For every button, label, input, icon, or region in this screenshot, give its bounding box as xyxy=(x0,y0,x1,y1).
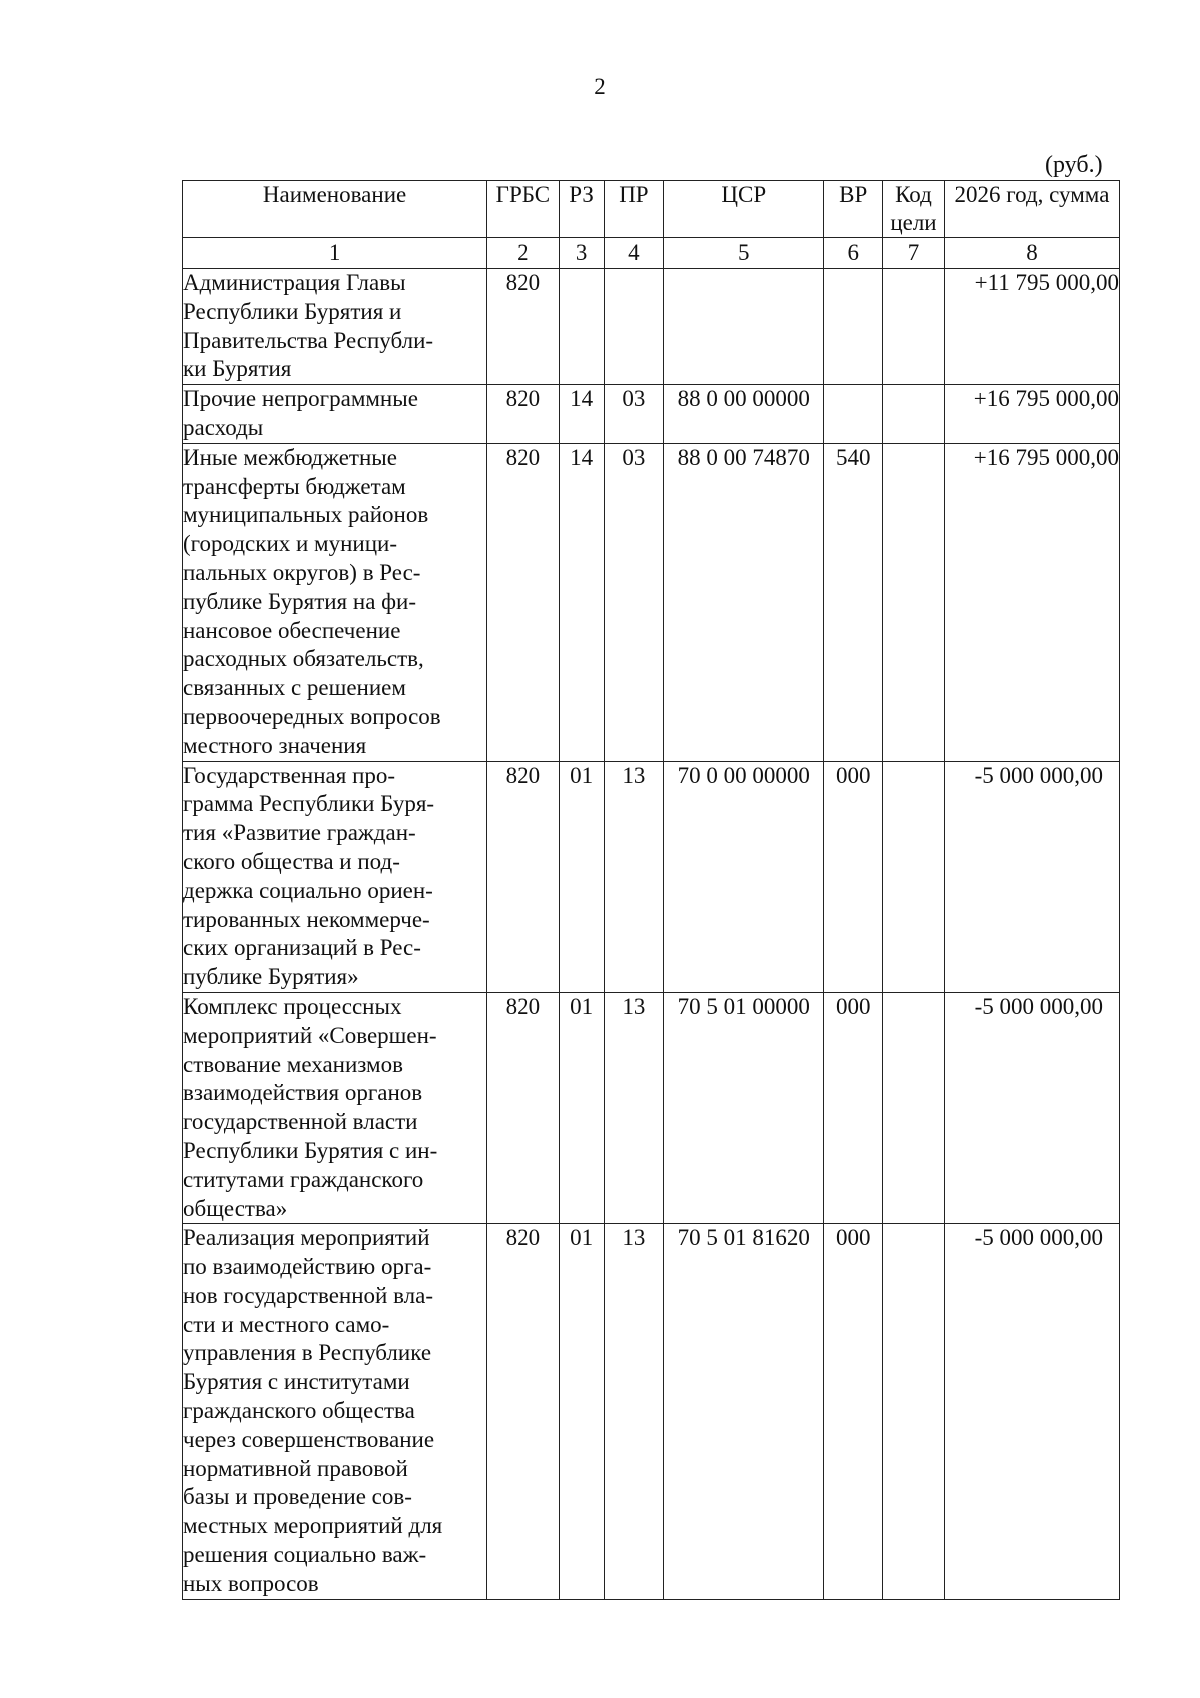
row-name xyxy=(183,443,487,761)
row-name-line: Республики Бурятия с ин- xyxy=(183,1137,438,1163)
row-name-line: по взаимодействию орга- xyxy=(183,1254,432,1280)
row-name-line: ских организаций в Рес- xyxy=(183,935,421,961)
cell-grbs: 820 xyxy=(487,269,560,385)
row-name-line: расходы xyxy=(183,414,264,440)
header-pr: ПР xyxy=(604,181,664,238)
row-name-line: держка социально ориен- xyxy=(183,877,433,903)
table-row xyxy=(183,269,1120,385)
row-name xyxy=(183,1224,487,1599)
header-vr: ВР xyxy=(824,181,883,238)
row-name-line: Республики Бурятия и xyxy=(183,298,402,324)
cell-kod-celi xyxy=(883,761,945,992)
column-number-row xyxy=(183,238,1120,269)
column-number: 6 xyxy=(824,238,883,269)
cell-csr: 88 0 00 00000 xyxy=(664,385,824,444)
cell-grbs: 820 xyxy=(487,1224,560,1599)
header-csr: ЦСР xyxy=(664,181,824,238)
cell-csr: 88 0 00 74870 xyxy=(664,443,824,761)
column-number: 5 xyxy=(664,238,824,269)
row-name-line: Иные межбюджетные xyxy=(183,444,397,470)
column-number: 3 xyxy=(559,238,604,269)
row-name-line: решения социально важ- xyxy=(183,1542,427,1568)
row-name-line: муниципальных районов xyxy=(183,502,429,528)
row-name-line: взаимодействия органов xyxy=(183,1080,423,1106)
cell-vr xyxy=(824,269,883,385)
cell-grbs: 820 xyxy=(487,443,560,761)
row-name-line: мероприятий «Совершен- xyxy=(183,1022,437,1048)
table-row xyxy=(183,385,1120,444)
cell-kod-celi xyxy=(883,269,945,385)
cell-csr: 70 0 00 00000 xyxy=(664,761,824,992)
cell-pr xyxy=(604,269,664,385)
cell-pr: 03 xyxy=(604,443,664,761)
cell-grbs: 820 xyxy=(487,761,560,992)
row-name-line: расходных обязательств, xyxy=(183,646,424,672)
cell-rz xyxy=(559,269,604,385)
cell-grbs: 820 xyxy=(487,992,560,1223)
column-number: 2 xyxy=(487,238,560,269)
row-name-line: (городских и муници- xyxy=(183,531,398,557)
cell-sum: +11 795 000,00 xyxy=(944,269,1119,385)
row-name-line: тия «Развитие граждан- xyxy=(183,820,416,846)
row-name-line: Государственная про- xyxy=(183,762,396,788)
header-name: Наименование xyxy=(183,181,487,238)
cell-sum: +16 795 000,00 xyxy=(944,443,1119,761)
budget-table xyxy=(182,180,1120,1600)
row-name-line: связанных с решением xyxy=(183,675,406,701)
row-name-line: ных вопросов xyxy=(183,1570,319,1596)
cell-sum: -5 000 000,00 xyxy=(944,1224,1119,1599)
cell-sum: -5 000 000,00 xyxy=(944,761,1119,992)
cell-kod-celi xyxy=(883,443,945,761)
row-name xyxy=(183,385,487,444)
row-name-line: сти и местного само- xyxy=(183,1311,390,1337)
cell-kod-celi xyxy=(883,385,945,444)
cell-sum: -5 000 000,00 xyxy=(944,992,1119,1223)
table-row xyxy=(183,443,1120,761)
cell-rz: 01 xyxy=(559,992,604,1223)
cell-csr: 70 5 01 81620 xyxy=(664,1224,824,1599)
row-name-line: Правительства Республи- xyxy=(183,327,434,353)
cell-kod-celi xyxy=(883,992,945,1223)
cell-csr: 70 5 01 00000 xyxy=(664,992,824,1223)
row-name-line: общества» xyxy=(183,1195,288,1221)
table-row xyxy=(183,992,1120,1223)
header-row xyxy=(183,181,1120,238)
row-name-line: ститутами гражданского xyxy=(183,1166,424,1192)
row-name-line: через совершенствование xyxy=(183,1426,435,1452)
column-number: 1 xyxy=(183,238,487,269)
page-number: 2 xyxy=(594,74,606,99)
cell-rz: 01 xyxy=(559,761,604,992)
header-grbs: ГРБС xyxy=(487,181,560,238)
row-name-line: управления в Республике xyxy=(183,1340,432,1366)
row-name-line: Комплекс процессных xyxy=(183,993,402,1019)
table-row xyxy=(183,761,1120,992)
row-name-line: публике Бурятия» xyxy=(183,964,359,990)
cell-vr: 000 xyxy=(824,761,883,992)
cell-vr: 000 xyxy=(824,992,883,1223)
cell-vr: 540 xyxy=(824,443,883,761)
cell-csr xyxy=(664,269,824,385)
cell-pr: 13 xyxy=(604,992,664,1223)
header-sum: 2026 год, сумма xyxy=(944,181,1119,238)
table-row xyxy=(183,1224,1120,1599)
row-name-line: государственной власти xyxy=(183,1109,418,1135)
cell-rz: 01 xyxy=(559,1224,604,1599)
row-name-line: Прочие непрограммные xyxy=(183,386,418,412)
row-name-line: местного значения xyxy=(183,732,367,758)
cell-rz: 14 xyxy=(559,385,604,444)
row-name-line: Бурятия с институтами xyxy=(183,1369,410,1395)
row-name-line: гражданского общества xyxy=(183,1398,415,1424)
row-name-line: пальных округов) в Рес- xyxy=(183,559,421,585)
row-name-line: ки Бурятия xyxy=(183,356,292,382)
row-name-line: грамма Республики Буря- xyxy=(183,791,435,817)
cell-pr: 13 xyxy=(604,1224,664,1599)
row-name-line: ского общества и под- xyxy=(183,848,400,874)
cell-vr: 000 xyxy=(824,1224,883,1599)
row-name xyxy=(183,269,487,385)
cell-pr: 03 xyxy=(604,385,664,444)
table-body xyxy=(183,269,1120,1600)
row-name-line: Администрация Главы xyxy=(183,270,406,295)
row-name xyxy=(183,761,487,992)
row-name-line: первоочередных вопросов xyxy=(183,703,441,729)
header-rz: РЗ xyxy=(559,181,604,238)
header-kod-celi: Код цели xyxy=(883,181,945,238)
row-name-line: нов государственной вла- xyxy=(183,1282,433,1308)
column-number: 4 xyxy=(604,238,664,269)
column-number: 8 xyxy=(944,238,1119,269)
unit-label: (руб.) xyxy=(1045,152,1103,178)
row-name-line: публике Бурятия на фи- xyxy=(183,588,417,614)
row-name-line: ствование механизмов xyxy=(183,1051,403,1077)
row-name-line: базы и проведение сов- xyxy=(183,1484,412,1510)
cell-rz: 14 xyxy=(559,443,604,761)
column-number: 7 xyxy=(883,238,945,269)
cell-sum: +16 795 000,00 xyxy=(944,385,1119,444)
cell-pr: 13 xyxy=(604,761,664,992)
row-name-line: нормативной правовой xyxy=(183,1455,408,1481)
cell-kod-celi xyxy=(883,1224,945,1599)
cell-grbs: 820 xyxy=(487,385,560,444)
row-name xyxy=(183,992,487,1223)
row-name-line: нансовое обеспечение xyxy=(183,617,401,643)
row-name-line: Реализация мероприятий xyxy=(183,1225,430,1251)
row-name-line: местных мероприятий для xyxy=(183,1513,443,1539)
row-name-line: трансферты бюджетам xyxy=(183,473,406,499)
row-name-line: тированных некоммерче- xyxy=(183,906,430,932)
cell-vr xyxy=(824,385,883,444)
